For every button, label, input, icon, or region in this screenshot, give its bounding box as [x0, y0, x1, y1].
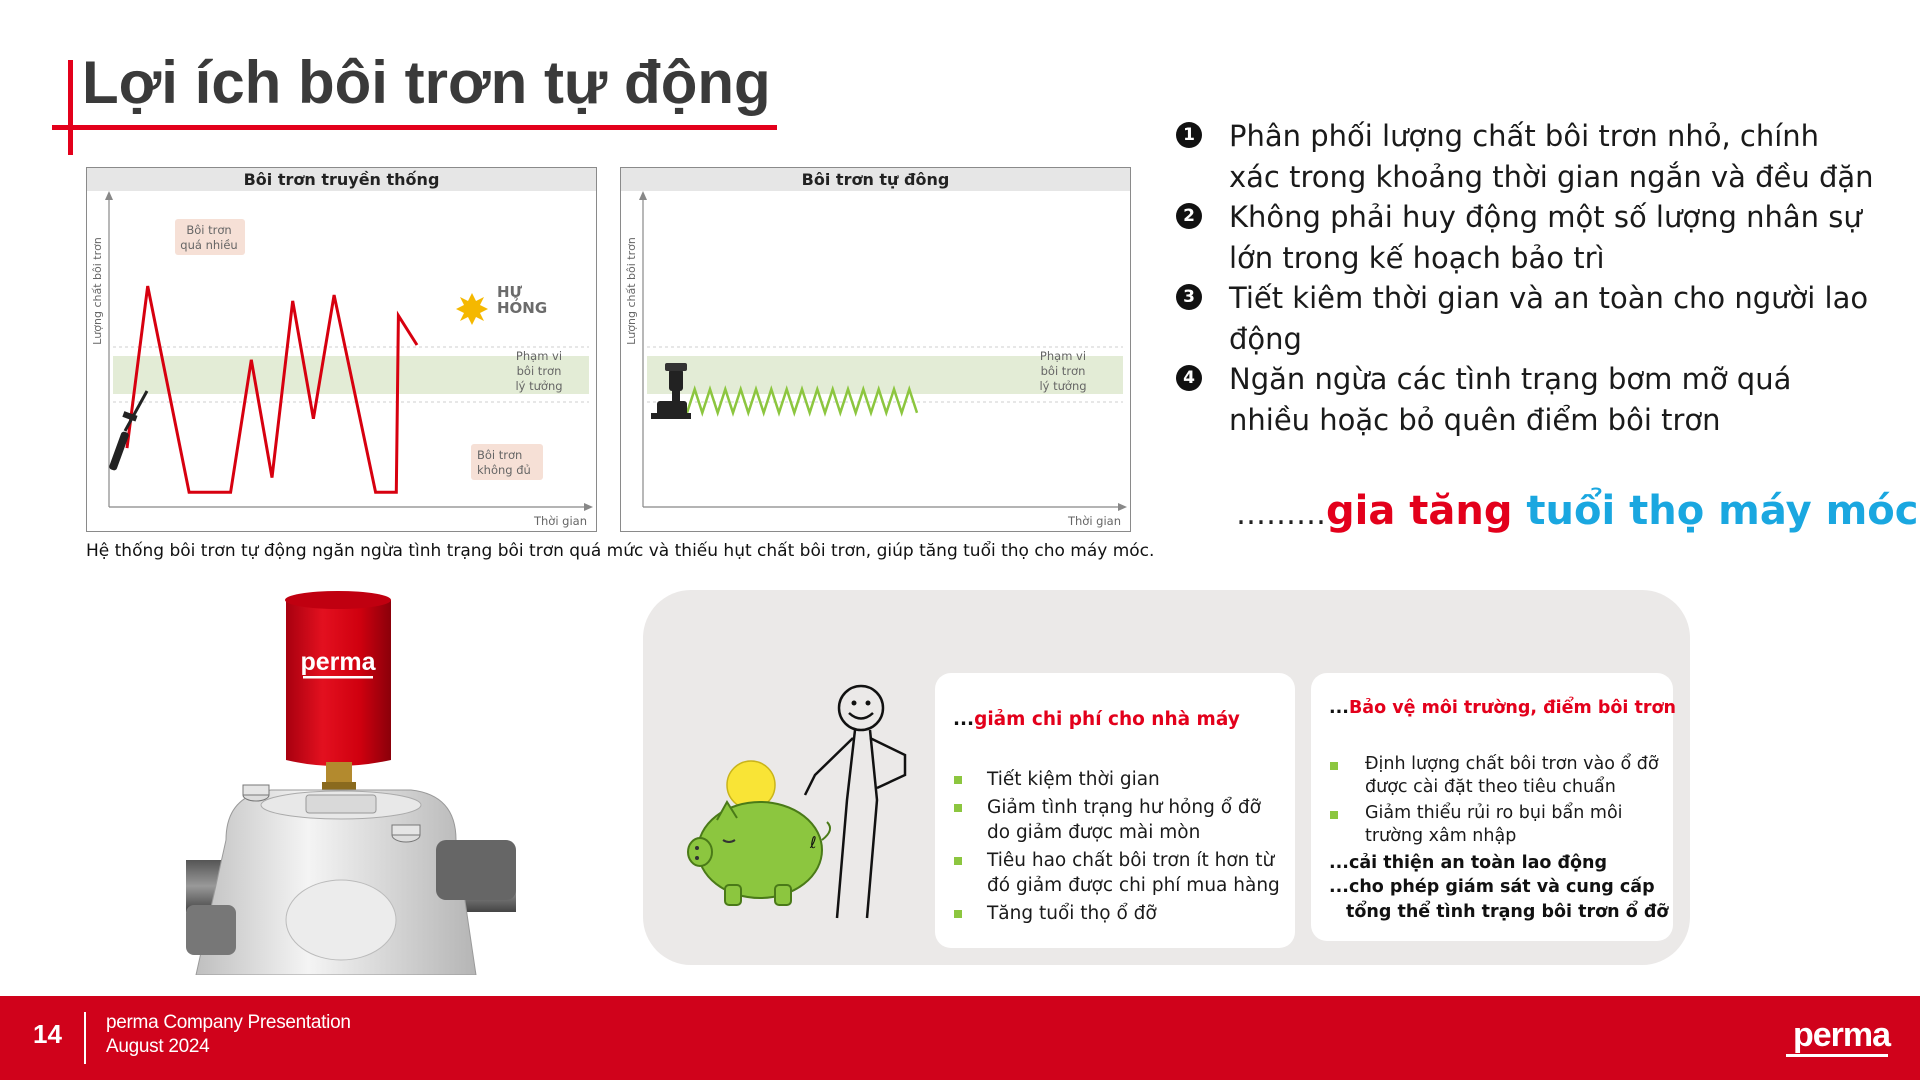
- list-item: Giảm thiểu rủi ro bụi bẩn môi trường xâm nhập: [1329, 802, 1659, 848]
- benefit-text: Phân phối lượng chất bôi trơn nhỏ, chính xác trong khoảng thời gian ngắn và đều đặn: [1229, 119, 1874, 194]
- card-list: [953, 767, 1283, 929]
- chart-title: Bôi trơn truyền thống: [87, 168, 596, 191]
- card-title: [953, 709, 1240, 730]
- label-under-lubrication: Bôi trơn không đủ: [477, 448, 531, 477]
- list-item: Tiết kiệm thời gian: [953, 767, 1283, 792]
- card-title: [1329, 698, 1676, 718]
- y-axis-label: Lượng chất bôi trơn: [625, 237, 638, 345]
- extra-line-monitoring: ...cho phép giám sát và cung cấp: [1329, 877, 1655, 897]
- benefit-item: [1176, 278, 1876, 359]
- card-title-text: Bảo vệ môi trường, điểm bôi trơn: [1348, 698, 1676, 718]
- benefits-list: [1176, 116, 1876, 440]
- extra-line-overview: tổng thể tình trạng bôi trơn ổ đỡ: [1346, 902, 1669, 922]
- tagline-red: gia tăng: [1326, 488, 1513, 534]
- benefit-item: [1176, 116, 1876, 197]
- benefit-text: Ngăn ngừa các tình trạng bơm mỡ quá nhiều hoặc bỏ quên điểm bôi trơn: [1229, 362, 1792, 437]
- list-item: Giảm tình trạng hư hỏng ổ đỡ do giảm được mài mòn: [953, 795, 1283, 845]
- perma-logo-underline: [1786, 1054, 1888, 1057]
- bullet-icon: [954, 857, 962, 865]
- list-item: Định lượng chất bôi trơn vào ổ đỡ được cài đặt theo tiêu chuẩn: [1329, 753, 1659, 799]
- footer-line-2: August 2024: [106, 1036, 210, 1057]
- x-axis-label: Thời gian: [533, 514, 587, 528]
- card-title-text: giảm chi phí cho nhà máy: [974, 709, 1240, 730]
- label-ideal-range: Phạm vi bôi trơn lý tưởng: [515, 349, 563, 393]
- bullet-icon: [1330, 762, 1338, 770]
- chart-automatic: [620, 167, 1131, 532]
- label-damage-2: HỎNG: [497, 299, 548, 317]
- benefit-text: Không phải huy động một số lượng nhân sự lớn trong kế hoạch bảo trì: [1229, 200, 1862, 275]
- footer-bar: [0, 996, 1920, 1080]
- title-accent-underline: [52, 125, 777, 130]
- page-title: Lợi ích bôi trơn tự động: [82, 49, 771, 116]
- chart-traditional: [86, 167, 597, 532]
- benefit-item: [1176, 359, 1876, 440]
- tagline-blue: tuổi thọ máy móc: [1526, 488, 1919, 534]
- card-list: [1329, 753, 1659, 851]
- chart-traditional-plot: [87, 191, 595, 531]
- product-brand-label: perma: [300, 648, 376, 676]
- card-environment-protection: [1311, 673, 1676, 941]
- tagline-dots: ………: [1236, 497, 1326, 532]
- number-badge-icon: 1: [1176, 122, 1202, 148]
- page-number: 14: [33, 1019, 62, 1049]
- list-item: Tiêu hao chất bôi trơn ít hơn từ đó giảm được chi phí mua hàng: [953, 848, 1283, 898]
- y-axis-label: Lượng chất bôi trơn: [91, 237, 104, 345]
- number-badge-icon: 4: [1176, 365, 1202, 391]
- label-over-lubrication: Bôi trơn quá nhiều: [180, 223, 238, 252]
- footer-line-1: perma Company Presentation: [106, 1012, 351, 1033]
- chart-title: Bôi trơn tự đông: [621, 168, 1130, 191]
- piggy-bank-mascot-icon: [655, 680, 925, 930]
- footer-text: [106, 1011, 351, 1059]
- title-accent-vertical: [68, 60, 73, 155]
- label-damage-1: HƯ: [497, 283, 523, 301]
- bullet-icon: [954, 776, 962, 784]
- benefit-text: Tiết kiêm thời gian và an toàn cho người lao động: [1229, 281, 1869, 356]
- bullet-icon: [954, 804, 962, 812]
- damage-burst-icon: [456, 293, 488, 325]
- svg-text:ℓ: ℓ: [810, 833, 817, 852]
- chart-caption: Hệ thống bôi trơn tự động ngăn ngừa tình trạng bôi trơn quá mức và thiếu hụt chất bôi trơn, giúp tăng tuổi thọ cho máy móc.: [86, 541, 1155, 561]
- perma-lubricator-illustration: [186, 590, 516, 975]
- number-badge-icon: 3: [1176, 284, 1202, 310]
- card-cost-reduction: [935, 673, 1295, 948]
- extra-line-safety: ...cải thiện an toàn lao động: [1329, 853, 1608, 873]
- card-title-dots: ...: [953, 709, 975, 730]
- bullet-icon: [1330, 811, 1338, 819]
- x-axis-label: Thời gian: [1067, 514, 1121, 528]
- label-ideal-range: Phạm vi bôi trơn lý tưởng: [1039, 349, 1087, 393]
- footer-divider: [84, 1012, 86, 1064]
- number-badge-icon: 2: [1176, 203, 1202, 229]
- benefit-item: [1176, 197, 1876, 278]
- list-item: Tăng tuổi thọ ổ đỡ: [953, 901, 1283, 926]
- bullet-icon: [954, 910, 962, 918]
- tagline: [1236, 488, 1918, 534]
- perma-logo: perma: [1792, 1016, 1890, 1054]
- card-title-dots: ...: [1329, 698, 1349, 718]
- chart-automatic-plot: [621, 191, 1129, 531]
